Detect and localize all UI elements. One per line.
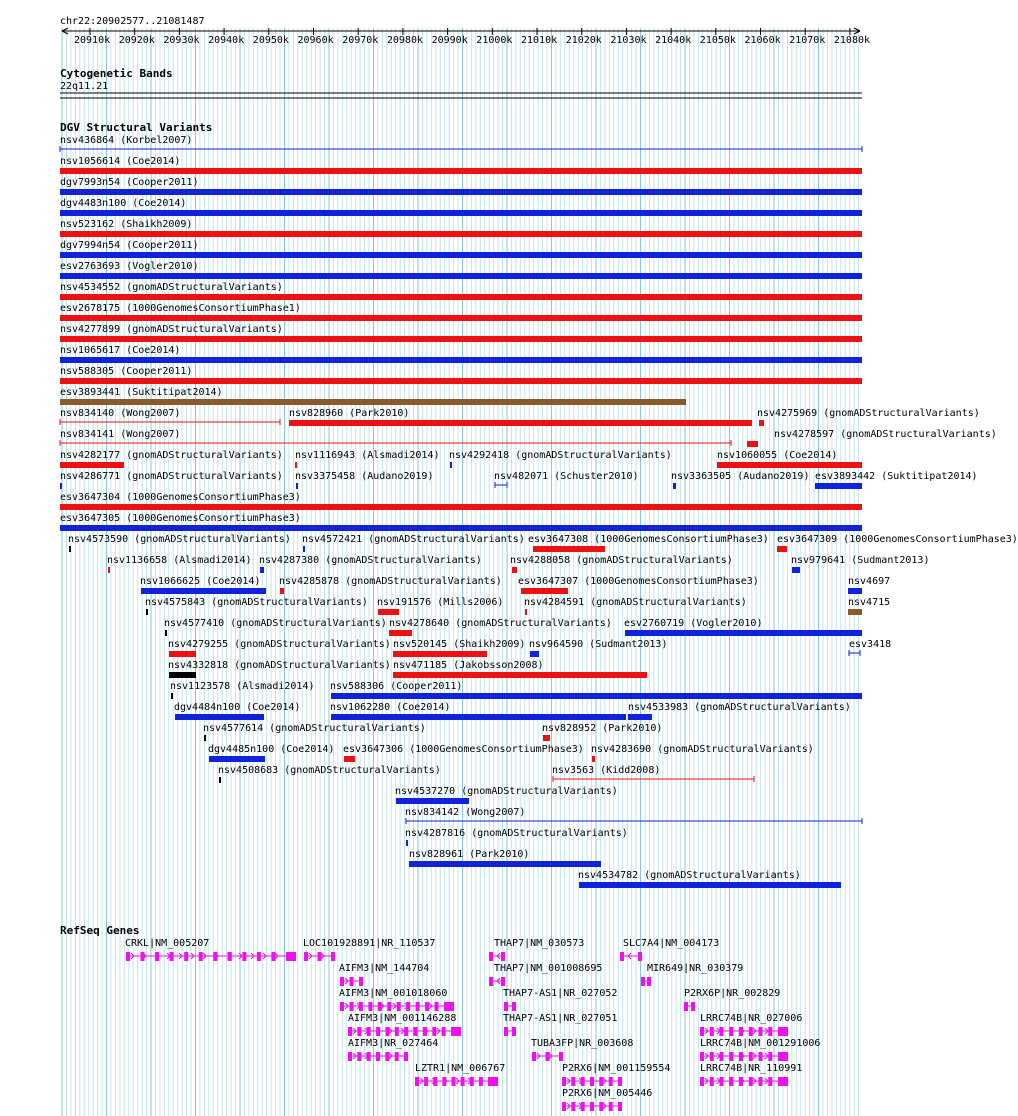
sv-label[interactable]: nsv1136658 (Alsmadi2014) [107, 555, 252, 566]
sv-label[interactable]: nsv4577614 (gnomADStructuralVariants) [203, 723, 426, 734]
gene-label[interactable]: LRRC74B|NR_027006 [700, 1013, 803, 1024]
gene-exon[interactable] [559, 1052, 563, 1061]
sv-label[interactable]: nsv828961 (Park2010) [409, 849, 530, 860]
sv-label[interactable]: nsv1056614 (Coe2014) [60, 156, 181, 167]
sv-label[interactable]: dgv4483n100 (Coe2014) [60, 198, 187, 209]
ruler-tick-label: 21020k [565, 35, 602, 46]
sv-bar[interactable] [296, 483, 298, 489]
sv-label[interactable]: nsv4534552 (gnomADStructuralVariants) [60, 282, 283, 293]
sv-bar[interactable] [60, 252, 862, 258]
gene-label[interactable]: SLC7A4|NM_004173 [623, 938, 720, 949]
ruler-tick-label: 20980k [386, 35, 424, 46]
ruler-tick-label: 21080k [833, 35, 871, 46]
sv-bar[interactable] [378, 609, 399, 615]
gene-exon[interactable] [357, 1052, 361, 1061]
sv-bar[interactable] [295, 462, 297, 468]
sv-bar[interactable] [169, 672, 196, 678]
gene-label[interactable]: P2RX6|NM_005446 [562, 1088, 653, 1099]
sv-bar[interactable] [69, 546, 71, 552]
sv-label[interactable]: dgv4485n100 (Coe2014) [208, 744, 335, 755]
gene-exon[interactable] [749, 1052, 753, 1061]
sv-label[interactable]: nsv520145 (Shaikh2009) [393, 639, 526, 650]
sv-label[interactable]: dgv7993n54 (Cooper2011) [60, 177, 199, 188]
sv-label[interactable]: nsv4279255 (gnomADStructuralVariants) [168, 639, 391, 650]
gene-label[interactable]: CRKL|NM_005207 [125, 938, 210, 949]
sv-bar[interactable] [331, 714, 626, 720]
gene-exon[interactable] [435, 1002, 439, 1011]
ruler-tick-label: 21000k [476, 35, 513, 46]
gene-label[interactable]: AIFM3|NM_001146288 [348, 1013, 457, 1024]
gene-exon[interactable] [350, 977, 354, 986]
gene-exon[interactable] [387, 1002, 391, 1011]
sv-bar[interactable] [396, 798, 469, 804]
sv-bar[interactable] [60, 210, 862, 216]
sv-bar[interactable] [521, 588, 568, 594]
sv-label[interactable]: nsv834140 (Wong2007) [60, 408, 181, 419]
ruler-tick-label: 20960k [297, 35, 334, 46]
sv-label[interactable]: esv3647309 (1000GenomesConsortiumPhase3) [777, 534, 1018, 545]
sv-label[interactable]: nsv588305 (Cooper2011) [60, 366, 193, 377]
gene-exon[interactable] [609, 1102, 613, 1111]
sv-label[interactable]: nsv1123578 (Alsmadi2014) [170, 681, 315, 692]
sv-bar[interactable] [450, 462, 452, 468]
sv-bar[interactable] [592, 756, 595, 762]
gene-exon[interactable] [350, 1002, 354, 1011]
gene-exon[interactable] [700, 1077, 704, 1086]
gene-label[interactable]: MIR649|NR_030379 [647, 963, 744, 974]
ruler-tick-label: 20940k [208, 35, 245, 46]
sv-bar[interactable] [848, 588, 862, 594]
sv-label[interactable]: nsv4277899 (gnomADStructuralVariants) [60, 324, 283, 335]
sv-bar[interactable] [331, 693, 862, 699]
sv-bar[interactable] [533, 546, 605, 552]
sv-label[interactable]: nsv4573590 (gnomADStructuralVariants) [68, 534, 291, 545]
sv-bar[interactable] [60, 504, 862, 510]
sv-bar[interactable] [409, 861, 601, 867]
sv-bar[interactable] [260, 567, 264, 573]
gene-exon[interactable] [340, 977, 344, 986]
gene-exon[interactable] [415, 1077, 419, 1086]
sv-bar[interactable] [60, 336, 862, 342]
sv-label[interactable]: esv2763693 (Vogler2010) [60, 261, 199, 272]
sv-bar[interactable] [303, 546, 305, 552]
gene-exon[interactable] [620, 952, 624, 961]
sv-bar[interactable] [389, 630, 412, 636]
sv-label[interactable]: nsv4572421 (gnomADStructuralVariants) [302, 534, 525, 545]
gene-exon[interactable] [638, 952, 642, 961]
sv-bar[interactable] [60, 462, 124, 468]
sv-label[interactable]: esv3647306 (1000GenomesConsortiumPhase3) [343, 744, 584, 755]
gene-exon[interactable] [359, 977, 363, 986]
sv-label[interactable]: nsv4287380 (gnomADStructuralVariants) [259, 555, 482, 566]
gene-exon[interactable] [404, 1052, 408, 1061]
sv-bar[interactable] [628, 714, 652, 720]
sv-bar[interactable] [848, 609, 862, 615]
sv-label[interactable]: nsv4282177 (gnomADStructuralVariants) [60, 450, 283, 461]
sv-bar[interactable] [108, 567, 110, 573]
gene-label[interactable]: P2RX6|NM_001159554 [562, 1063, 671, 1074]
gene-exon[interactable] [489, 952, 493, 961]
gene-exon[interactable] [532, 1052, 536, 1061]
sv-bar[interactable] [792, 567, 800, 573]
sv-bar[interactable] [747, 441, 758, 447]
ruler-tick-label: 20950k [252, 35, 289, 46]
gene-label[interactable]: THAP7-AS1|NR_027051 [503, 1013, 618, 1024]
sv-bar[interactable] [406, 840, 408, 846]
gene-exon[interactable] [395, 1052, 399, 1061]
sv-label[interactable]: nsv4283690 (gnomADStructuralVariants) [591, 744, 814, 755]
sv-bar[interactable] [280, 588, 284, 594]
sv-label[interactable]: nsv4534782 (gnomADStructuralVariants) [578, 870, 801, 881]
gene-exon[interactable] [512, 1027, 516, 1036]
gene-label[interactable]: THAP7|NM_030573 [494, 938, 585, 949]
sv-label[interactable]: esv2760719 (Vogler2010) [624, 618, 763, 629]
gene-exon[interactable] [759, 1052, 763, 1061]
gene-exon[interactable] [710, 1077, 714, 1086]
sv-bar[interactable] [60, 483, 62, 489]
ruler-tick-label: 21050k [699, 35, 736, 46]
gene-exon[interactable] [442, 1027, 446, 1036]
ruler-tick-label: 21070k [789, 35, 826, 46]
sv-label[interactable]: nsv4715 [848, 597, 891, 608]
sv-bar[interactable] [60, 273, 862, 279]
gene-exon[interactable] [257, 952, 261, 961]
gene-exon[interactable] [395, 1027, 399, 1036]
sv-bar[interactable] [815, 483, 862, 489]
sv-bar[interactable] [60, 189, 862, 195]
sv-label[interactable]: esv3893441 (Suktitipat2014) [60, 387, 223, 398]
sv-bar[interactable] [759, 420, 764, 426]
sv-bar[interactable] [289, 420, 752, 426]
refseq-track-title: RefSeq Genes [60, 924, 140, 937]
gene-exon[interactable] [340, 1002, 344, 1011]
sv-label[interactable]: nsv4278597 (gnomADStructuralVariants) [774, 429, 997, 440]
sv-label[interactable]: nsv4275969 (gnomADStructuralVariants) [757, 408, 980, 419]
sv-label[interactable]: nsv4537270 (gnomADStructuralVariants) [395, 786, 618, 797]
sv-bar[interactable] [171, 693, 173, 699]
sv-bar[interactable] [393, 672, 647, 678]
gene-exon[interactable] [684, 1002, 688, 1011]
gene-exon[interactable] [184, 952, 188, 961]
sv-label[interactable]: nsv4285878 (gnomADStructuralVariants) [279, 576, 502, 587]
sv-bar[interactable] [525, 609, 527, 615]
gene-label[interactable]: LZTR1|NM_006767 [415, 1063, 506, 1074]
sv-label[interactable]: nsv1116943 (Alsmadi2014) [295, 450, 440, 461]
sv-bar[interactable] [344, 756, 355, 762]
sv-label[interactable]: nsv4292418 (gnomADStructuralVariants) [449, 450, 672, 461]
gene-exon[interactable] [749, 1077, 753, 1086]
gene-exon[interactable] [700, 1052, 704, 1061]
sv-label[interactable]: nsv828952 (Park2010) [542, 723, 663, 734]
sv-bar[interactable] [204, 735, 206, 741]
sv-bar[interactable] [141, 588, 266, 594]
sv-label[interactable]: nsv4287816 (gnomADStructuralVariants) [405, 828, 628, 839]
sv-label[interactable]: esv2678175 (1000GenomesConsortiumPhase1) [60, 303, 301, 314]
gene-exon[interactable] [710, 1052, 714, 1061]
sv-label[interactable]: esv3647304 (1000GenomesConsortiumPhase3) [60, 492, 301, 503]
sv-label[interactable]: nsv4284591 (gnomADStructuralVariants) [524, 597, 747, 608]
ruler-tick-label: 21060k [744, 35, 781, 46]
sv-label[interactable]: nsv964590 (Sudmant2013) [529, 639, 668, 650]
sv-label[interactable]: nsv834142 (Wong2007) [405, 807, 526, 818]
sv-bar[interactable] [146, 609, 148, 615]
locus-label: chr22:20902577..21081487 [60, 16, 205, 27]
gene-label[interactable]: LOC101928891|NR_110537 [303, 938, 436, 949]
gene-exon[interactable] [501, 952, 505, 961]
gene-exon[interactable] [397, 1002, 401, 1011]
gene-exon[interactable] [700, 1027, 704, 1036]
gene-exon[interactable] [452, 1077, 456, 1086]
sv-label[interactable]: nsv4575843 (gnomADStructuralVariants) [145, 597, 368, 608]
gene-exon[interactable] [759, 1027, 763, 1036]
ruler-tick-label: 20910k [74, 35, 111, 46]
sv-label[interactable]: nsv471185 (Jakobsson2008) [393, 660, 544, 671]
gene-label[interactable]: LRRC74B|NM_001291006 [700, 1038, 821, 1049]
gene-exon[interactable] [489, 977, 493, 986]
gene-label[interactable]: TUBA3FP|NR_003608 [531, 1038, 634, 1049]
sv-label[interactable]: nsv3563 (Kidd2008) [552, 765, 661, 776]
gene-exon[interactable] [348, 1052, 352, 1061]
sv-label[interactable]: esv3647308 (1000GenomesConsortiumPhase3) [528, 534, 769, 545]
sv-label[interactable]: nsv588306 (Cooper2011) [330, 681, 463, 692]
sv-bar[interactable] [579, 882, 841, 888]
gene-label[interactable]: THAP7-AS1|NR_027052 [503, 988, 618, 999]
gene-exon[interactable] [778, 1077, 788, 1086]
sv-label[interactable]: nsv4577410 (gnomADStructuralVariants) [164, 618, 387, 629]
ruler-tick-label: 21040k [655, 35, 692, 46]
sv-label[interactable]: esv3418 [849, 639, 892, 650]
gene-label[interactable]: P2RX6P|NR_002829 [684, 988, 781, 999]
gene-exon[interactable] [778, 1052, 788, 1061]
sv-label[interactable]: nsv1065617 (Coe2014) [60, 345, 181, 356]
gene-exon[interactable] [126, 952, 130, 961]
dgv-track-title: DGV Structural Variants [60, 121, 213, 134]
gene-label[interactable]: AIFM3|NM_144704 [339, 963, 430, 974]
sv-bar[interactable] [169, 651, 196, 657]
sv-bar[interactable] [393, 651, 487, 657]
sv-label[interactable]: nsv4288058 (gnomADStructuralVariants) [510, 555, 733, 566]
gene-exon[interactable] [768, 1027, 772, 1036]
gene-exon[interactable] [571, 1102, 575, 1111]
sv-bar[interactable] [60, 399, 686, 405]
sv-bar[interactable] [175, 714, 264, 720]
sv-bar[interactable] [717, 462, 862, 468]
sv-label[interactable]: nsv436864 (Korbel2007) [60, 135, 193, 146]
gene-exon[interactable] [286, 952, 296, 961]
gene-exon[interactable] [242, 952, 246, 961]
sv-label[interactable]: dgv4484n100 (Coe2014) [174, 702, 301, 713]
sv-bar[interactable] [165, 630, 167, 636]
gene-exon[interactable] [461, 1077, 465, 1086]
gene-label[interactable]: AIFM3|NR_027464 [348, 1038, 439, 1049]
sv-label[interactable]: nsv4697 [848, 576, 891, 587]
gene-exon[interactable] [488, 1077, 498, 1086]
gene-exon[interactable] [571, 1077, 575, 1086]
gene-exon[interactable] [562, 1077, 566, 1086]
gene-exon[interactable] [444, 1002, 454, 1011]
sv-label[interactable]: nsv4332818 (gnomADStructuralVariants) [168, 660, 391, 671]
sv-label[interactable]: nsv1062280 (Coe2014) [330, 702, 451, 713]
gene-exon[interactable] [504, 1002, 508, 1011]
sv-bar[interactable] [512, 567, 517, 573]
ruler-tick-label: 20970k [342, 35, 379, 46]
sv-label[interactable]: nsv834141 (Wong2007) [60, 429, 181, 440]
gene-exon[interactable] [768, 1052, 772, 1061]
gene-label[interactable]: THAP7|NM_001008695 [494, 963, 603, 974]
gene-exon[interactable] [504, 1027, 508, 1036]
sv-label[interactable]: dgv7994n54 (Cooper2011) [60, 240, 199, 251]
gene-exon[interactable] [404, 1027, 408, 1036]
sv-label[interactable]: nsv828960 (Park2010) [289, 408, 410, 419]
sv-label[interactable]: nsv1066625 (Coe2014) [140, 576, 261, 587]
gene-exon[interactable] [451, 1027, 461, 1036]
gene-exon[interactable] [609, 1077, 613, 1086]
gene-exon[interactable] [348, 1027, 352, 1036]
ruler-tick-label: 20920k [118, 35, 155, 46]
sv-label[interactable]: nsv979641 (Sudmant2013) [791, 555, 930, 566]
gene-exon[interactable] [691, 1002, 695, 1011]
gene-exon[interactable] [562, 1102, 566, 1111]
gene-exon[interactable] [501, 977, 505, 986]
ruler-tick-label: 21010k [521, 35, 558, 46]
gene-exon[interactable] [710, 1027, 714, 1036]
sv-label[interactable]: nsv523162 (Shaikh2009) [60, 219, 193, 230]
sv-label[interactable]: esv3647307 (1000GenomesConsortiumPhase3) [518, 576, 759, 587]
cyto-track-title: Cytogenetic Bands [60, 67, 173, 80]
gene-exon[interactable] [778, 1027, 788, 1036]
sv-bar[interactable] [60, 357, 862, 363]
sv-bar[interactable] [60, 294, 862, 300]
gene-exon[interactable] [768, 1077, 772, 1086]
gene-exon[interactable] [618, 1102, 622, 1111]
gene-exon[interactable] [199, 952, 203, 961]
sv-label[interactable]: nsv4278640 (gnomADStructuralVariants) [389, 618, 612, 629]
sv-bar[interactable] [60, 315, 862, 321]
ruler-tick-label: 20930k [163, 35, 200, 46]
gene-label[interactable]: LRRC74B|NR_110991 [700, 1063, 803, 1074]
sv-label[interactable]: nsv3363505 (Audano2019) [671, 471, 810, 482]
gene-exon[interactable] [759, 1077, 763, 1086]
gene-exon[interactable] [647, 977, 651, 986]
sv-label[interactable]: nsv191576 (Mills2006) [377, 597, 504, 608]
sv-bar[interactable] [209, 756, 265, 762]
ruler-tick-label: 20990k [431, 35, 468, 46]
sv-label[interactable]: nsv4533983 (gnomADStructuralVariants) [628, 702, 851, 713]
sv-bar[interactable] [60, 231, 862, 237]
ruler-tick-label: 21030k [610, 35, 647, 46]
sv-bar[interactable] [219, 777, 221, 783]
gene-exon[interactable] [425, 1002, 429, 1011]
cyto-band-label[interactable]: 22q11.21 [60, 81, 109, 92]
sv-label[interactable]: nsv3375458 (Audano2019) [295, 471, 434, 482]
sv-label[interactable]: nsv482071 (Schuster2010) [494, 471, 639, 482]
sv-bar[interactable] [60, 168, 862, 174]
sv-label[interactable]: nsv1060055 (Coe2014) [717, 450, 838, 461]
sv-bar[interactable] [777, 546, 787, 552]
gene-exon[interactable] [357, 1027, 361, 1036]
sv-label[interactable]: esv3647305 (1000GenomesConsortiumPhase3) [60, 513, 301, 524]
gene-exon[interactable] [331, 952, 335, 961]
gene-exon[interactable] [304, 952, 308, 961]
gene-exon[interactable] [512, 1002, 516, 1011]
sv-bar[interactable] [625, 630, 862, 636]
gene-exon[interactable] [749, 1027, 753, 1036]
gene-exon[interactable] [618, 1077, 622, 1086]
gene-label[interactable]: AIFM3|NM_001018060 [339, 988, 448, 999]
gene-exon[interactable] [641, 977, 645, 986]
sv-label[interactable]: esv3893442 (Suktitipat2014) [815, 471, 978, 482]
gene-exon[interactable] [424, 1077, 428, 1086]
sv-bar[interactable] [60, 378, 862, 384]
sv-bar[interactable] [543, 735, 550, 741]
sv-label[interactable]: nsv4508683 (gnomADStructuralVariants) [218, 765, 441, 776]
gene-exon[interactable] [432, 1027, 436, 1036]
sv-bar[interactable] [530, 651, 539, 657]
sv-bar[interactable] [60, 525, 862, 531]
sv-label[interactable]: nsv4286771 (gnomADStructuralVariants) [60, 471, 283, 482]
sv-bar[interactable] [673, 483, 676, 489]
